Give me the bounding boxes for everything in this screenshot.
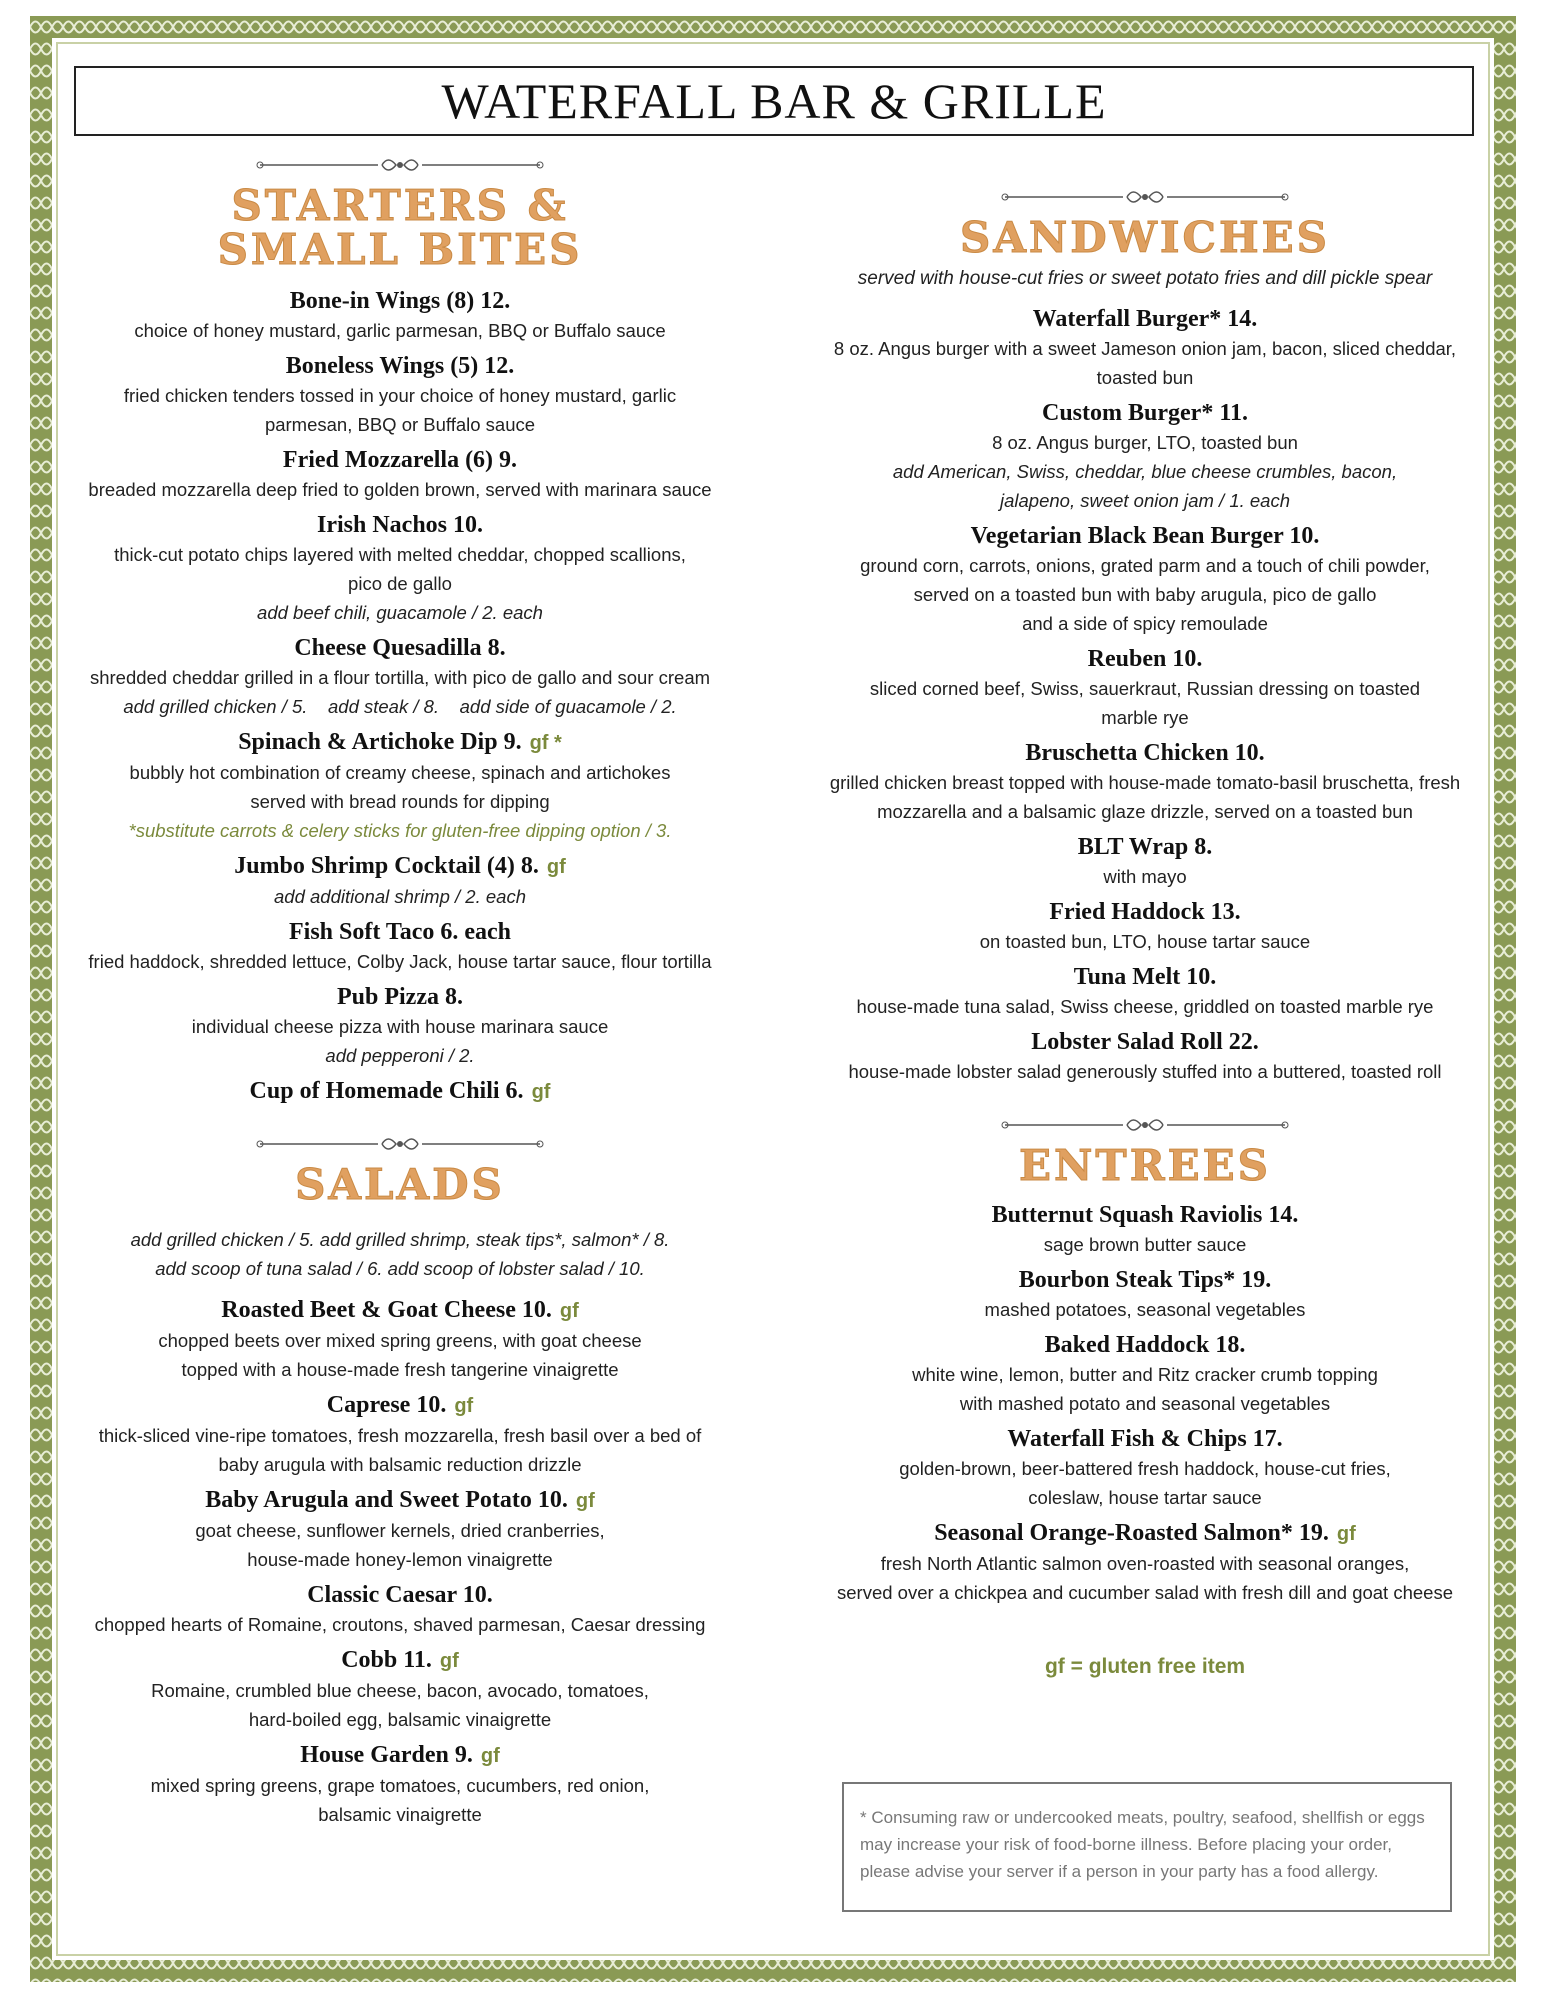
entrees-list: [815, 1200, 1475, 1607]
menu-item-description: toasted bun: [1096, 367, 1194, 388]
menu-item-name: Bourbon Steak Tips* 19.: [1018, 1267, 1272, 1293]
menu-item-description: chopped beets over mixed spring greens, with goat cheese: [158, 1330, 642, 1351]
salads-add-ons: [70, 1225, 730, 1283]
menu-item-description: mozzarella and a balsamic glaze drizzle, served on a toasted bun: [877, 801, 1413, 822]
menu-item-name-row: [70, 445, 730, 475]
menu-item-name: Fish Soft Taco 6. each: [288, 919, 512, 945]
starters-heading-line1: STARTERS &: [231, 181, 569, 230]
menu-item-name: Reuben 10.: [1087, 646, 1203, 672]
menu-item: [815, 738, 1475, 826]
menu-item: [815, 1265, 1475, 1324]
menu-item-add-on: add beef chili, guacamole / 2. each: [257, 602, 543, 623]
menu-item-name: Fried Haddock 13.: [1049, 899, 1241, 925]
menu-item-name-row: [70, 982, 730, 1012]
menu-item: [70, 1580, 730, 1639]
menu-item-name-row: [70, 1740, 730, 1771]
menu-item-description: house-made tuna salad, Swiss cheese, griddled on toasted marble rye: [856, 996, 1434, 1017]
menu-item-name: Cheese Quesadilla 8.: [294, 635, 506, 661]
menu-item-description: 8 oz. Angus burger with a sweet Jameson onion jam, bacon, sliced cheddar,: [833, 338, 1457, 359]
menu-item-name: Cup of Homemade Chili 6.: [249, 1078, 524, 1104]
menu-item-name-row: [70, 286, 730, 316]
menu-item: [815, 1518, 1475, 1607]
menu-item-description: breaded mozzarella deep fried to golden brown, served with marinara sauce: [88, 479, 712, 500]
menu-item-description: served on a toasted bun with baby arugula, pico de gallo: [913, 584, 1377, 605]
menu-item-add-on: add pepperoni / 2.: [325, 1045, 475, 1066]
menu-item: [815, 832, 1475, 891]
menu-item-name-row: [815, 832, 1475, 862]
salads-list: [70, 1295, 730, 1829]
left-column: [70, 150, 730, 1835]
menu-item: [70, 286, 730, 345]
menu-item-name-row: [70, 633, 730, 663]
menu-item: [815, 398, 1475, 515]
menu-item: [815, 1424, 1475, 1512]
menu-item-name: Butternut Squash Raviolis 14.: [991, 1202, 1299, 1228]
menu-item-description: and a side of spicy remoulade: [1022, 613, 1268, 634]
menu-item: [70, 917, 730, 976]
gluten-free-badge: gf: [546, 856, 566, 878]
menu-item: [70, 1390, 730, 1479]
menu-item-description: marble rye: [1101, 707, 1189, 728]
menu-item-name: Seasonal Orange-Roasted Salmon* 19.: [934, 1520, 1329, 1546]
menu-item-description: on toasted bun, LTO, house tartar sauce: [979, 931, 1311, 952]
gluten-free-badge: gf: [439, 1650, 459, 1672]
menu-item-name-row: [815, 738, 1475, 768]
menu-item-description: parmesan, BBQ or Buffalo sauce: [264, 414, 536, 435]
menu-item-description: Romaine, crumbled blue cheese, bacon, avocado, tomatoes,: [151, 1680, 649, 1701]
menu-item-name: Lobster Salad Roll 22.: [1031, 1029, 1259, 1055]
salads-add-line: add scoop of tuna salad / 6. add scoop of lobster salad / 10.: [155, 1258, 645, 1279]
menu-item-name-row: [70, 851, 730, 882]
menu-item-name-row: [815, 897, 1475, 927]
menu-item: [815, 1200, 1475, 1259]
menu-item-description: golden-brown, beer-battered fresh haddock, house-cut fries,: [899, 1458, 1391, 1479]
sandwiches-subtitle: served with house-cut fries or sweet potato fries and dill pickle spear: [857, 268, 1433, 289]
gluten-free-badge: gf: [575, 1490, 595, 1512]
menu-item-name-row: [815, 644, 1475, 674]
menu-item-name: House Garden 9.: [300, 1742, 473, 1768]
menu-item-description: house-made lobster salad generously stuffed into a buttered, toasted roll: [848, 1061, 1442, 1082]
menu-item-description: ground corn, carrots, onions, grated parm and a touch of chili powder,: [860, 555, 1430, 576]
menu-item-name-row: [70, 1580, 730, 1610]
ornament-divider-icon: [70, 150, 730, 180]
menu-item-description: balsamic vinaigrette: [318, 1804, 482, 1825]
menu-item-name: Boneless Wings (5) 12.: [285, 353, 515, 379]
menu-item-description: baby arugula with balsamic reduction drizzle: [218, 1454, 582, 1475]
menu-item-name-row: [70, 510, 730, 540]
menu-item-description: topped with a house-made fresh tangerine vinaigrette: [181, 1359, 619, 1380]
ornament-divider-icon: [70, 1129, 730, 1159]
gluten-free-badge: gf: [559, 1300, 579, 1322]
menu-item: [70, 445, 730, 504]
menu-title: WATERFALL BAR & GRILLE: [441, 73, 1107, 129]
menu-item-description: bubbly hot combination of creamy cheese, spinach and artichokes: [129, 762, 671, 783]
menu-item: [70, 1645, 730, 1734]
menu-item-name: Baby Arugula and Sweet Potato 10.: [205, 1487, 568, 1513]
menu-item-name-row: [815, 304, 1475, 334]
sandwiches-list: [815, 304, 1475, 1086]
menu-item: [815, 304, 1475, 392]
gluten-free-badge: gf: [1336, 1523, 1356, 1545]
menu-item: [70, 351, 730, 439]
menu-item-description: pico de gallo: [348, 573, 452, 594]
warning-line: please advise your server if a person in your party has a food allergy.: [860, 1862, 1379, 1881]
entrees-heading: ENTREES: [1019, 1141, 1271, 1190]
menu-item-name: Roasted Beet & Goat Cheese 10.: [221, 1297, 552, 1323]
sandwiches-heading: SANDWICHES: [960, 213, 1330, 262]
starters-list: [70, 286, 730, 1107]
menu-item-name-row: [815, 1424, 1475, 1454]
menu-item-description: mashed potatoes, seasonal vegetables: [984, 1299, 1306, 1320]
gluten-free-badge: gf *: [529, 732, 562, 754]
starters-heading: [70, 181, 730, 274]
right-column: [815, 182, 1475, 1679]
menu-item-name: BLT Wrap 8.: [1077, 834, 1213, 860]
menu-item-name: Caprese 10.: [326, 1392, 447, 1418]
menu-item-name-row: [815, 1265, 1475, 1295]
menu-item: [70, 510, 730, 627]
menu-item: [70, 727, 730, 845]
menu-item: [70, 1295, 730, 1384]
starters-heading-line2: SMALL BITES: [217, 225, 583, 274]
menu-item-name-row: [815, 962, 1475, 992]
menu-item-description: with mayo: [1103, 866, 1187, 887]
menu-item-name-row: [70, 917, 730, 947]
menu-item-name-row: [70, 1295, 730, 1326]
menu-item: [70, 1740, 730, 1829]
menu-item-add-on: add additional shrimp / 2. each: [274, 886, 526, 907]
menu-item-description: mixed spring greens, grape tomatoes, cucumbers, red onion,: [150, 1775, 650, 1796]
salads-add-line: add grilled chicken / 5. add grilled shrimp, steak tips*, salmon* / 8.: [130, 1229, 670, 1250]
menu-item: [815, 897, 1475, 956]
menu-item-name-row: [70, 1645, 730, 1676]
menu-item: [70, 982, 730, 1070]
menu-item-add-on: add American, Swiss, cheddar, blue cheese crumbles, bacon,: [892, 461, 1398, 482]
menu-item-name-row: [70, 351, 730, 381]
gluten-free-badge: gf: [531, 1081, 551, 1103]
menu-item-name-row: [815, 1518, 1475, 1549]
menu-item-name: Spinach & Artichoke Dip 9.: [238, 729, 522, 755]
gluten-free-key: gf = gluten free item: [1044, 1655, 1246, 1678]
menu-item: [815, 644, 1475, 732]
menu-item-name-row: [815, 398, 1475, 428]
menu-item-name-row: [815, 1200, 1475, 1230]
menu-item-description: sage brown butter sauce: [1043, 1234, 1247, 1255]
menu-item: [70, 633, 730, 721]
menu-item: [815, 521, 1475, 638]
menu-item-description: grilled chicken breast topped with house-made tomato-basil bruschetta, fresh: [829, 772, 1461, 793]
menu-item-name: Fried Mozzarella (6) 9.: [282, 447, 518, 473]
menu-item-name-row: [815, 1027, 1475, 1057]
menu-item-name-row: [815, 1330, 1475, 1360]
menu-item-note: *substitute carrots & celery sticks for gluten-free dipping option / 3.: [128, 820, 672, 841]
menu-item-description: served over a chickpea and cucumber salad with fresh dill and goat cheese: [837, 1582, 1453, 1603]
menu-item-name: Irish Nachos 10.: [316, 512, 484, 538]
menu-item: [70, 851, 730, 911]
gluten-free-badge: gf: [454, 1395, 474, 1417]
ornament-divider-icon: [815, 182, 1475, 212]
menu-item-name-row: [70, 1485, 730, 1516]
menu-item-name-row: [70, 1390, 730, 1421]
menu-item-description: chopped hearts of Romaine, croutons, shaved parmesan, Caesar dressing: [94, 1614, 706, 1635]
food-safety-warning: [842, 1782, 1452, 1912]
menu-item-description: individual cheese pizza with house marinara sauce: [191, 1016, 609, 1037]
menu-item-description: fried haddock, shredded lettuce, Colby Jack, house tartar sauce, flour tortilla: [88, 951, 712, 972]
menu-item-description: hard-boiled egg, balsamic vinaigrette: [248, 1709, 552, 1730]
menu-item-description: thick-sliced vine-ripe tomatoes, fresh mozzarella, fresh basil over a bed of: [98, 1425, 702, 1446]
menu-item-description: fried chicken tenders tossed in your choice of honey mustard, garlic: [123, 385, 677, 406]
menu-item-name: Tuna Melt 10.: [1073, 964, 1217, 990]
menu-title-box: [74, 66, 1474, 136]
menu-item: [70, 1485, 730, 1574]
menu-item-description: house-made honey-lemon vinaigrette: [247, 1549, 553, 1570]
menu-item: [815, 962, 1475, 1021]
menu-item-description: coleslaw, house tartar sauce: [1028, 1487, 1262, 1508]
menu-item: [815, 1330, 1475, 1418]
warning-line: * Consuming raw or undercooked meats, poultry, seafood, shellfish or eggs: [860, 1808, 1425, 1827]
menu-item-description: white wine, lemon, butter and Ritz cracker crumb topping: [912, 1364, 1378, 1385]
menu-item-name: Classic Caesar 10.: [307, 1582, 493, 1608]
menu-item-name-row: [70, 727, 730, 758]
menu-item-name: Vegetarian Black Bean Burger 10.: [970, 523, 1320, 549]
menu-item-name-row: [815, 521, 1475, 551]
menu-item-description: with mashed potato and seasonal vegetables: [959, 1393, 1331, 1414]
menu-item-name: Waterfall Fish & Chips 17.: [1007, 1426, 1283, 1452]
salads-heading: SALADS: [295, 1160, 505, 1209]
menu-item-name: Custom Burger* 11.: [1042, 400, 1248, 426]
menu-item-name: Cobb 11.: [341, 1647, 432, 1673]
menu-item-add-on: jalapeno, sweet onion jam / 1. each: [999, 490, 1291, 511]
menu-item-description: sliced corned beef, Swiss, sauerkraut, Russian dressing on toasted: [869, 678, 1421, 699]
menu-item-name: Bone-in Wings (8) 12.: [289, 288, 511, 314]
ornament-divider-icon: [815, 1110, 1475, 1140]
menu-item-description: fresh North Atlantic salmon oven-roasted with seasonal oranges,: [880, 1553, 1410, 1574]
menu-item-name: Bruschetta Chicken 10.: [1025, 740, 1265, 766]
warning-line: may increase your risk of food-borne illness. Before placing your order,: [860, 1835, 1392, 1854]
menu-item: [815, 1027, 1475, 1086]
menu-item-add-on: add grilled chicken / 5. add steak / 8. add side of guacamole / 2.: [123, 696, 677, 717]
menu-item-name-row: [70, 1076, 730, 1107]
menu-item-name: Waterfall Burger* 14.: [1032, 306, 1258, 332]
menu-item-description: choice of honey mustard, garlic parmesan, BBQ or Buffalo sauce: [134, 320, 666, 341]
menu-item-name: Pub Pizza 8.: [337, 984, 463, 1010]
menu-item-description: 8 oz. Angus burger, LTO, toasted bun: [992, 432, 1298, 453]
menu-item-name: Baked Haddock 18.: [1044, 1332, 1246, 1358]
menu-item-description: goat cheese, sunflower kernels, dried cranberries,: [195, 1520, 605, 1541]
menu-item-description: served with bread rounds for dipping: [250, 791, 550, 812]
menu-item-name: Jumbo Shrimp Cocktail (4) 8.: [234, 853, 539, 879]
gluten-free-badge: gf: [480, 1745, 500, 1767]
menu-item-description: shredded cheddar grilled in a flour tortilla, with pico de gallo and sour cream: [89, 667, 711, 688]
menu-item-description: thick-cut potato chips layered with melted cheddar, chopped scallions,: [114, 544, 686, 565]
menu-item: [70, 1076, 730, 1107]
